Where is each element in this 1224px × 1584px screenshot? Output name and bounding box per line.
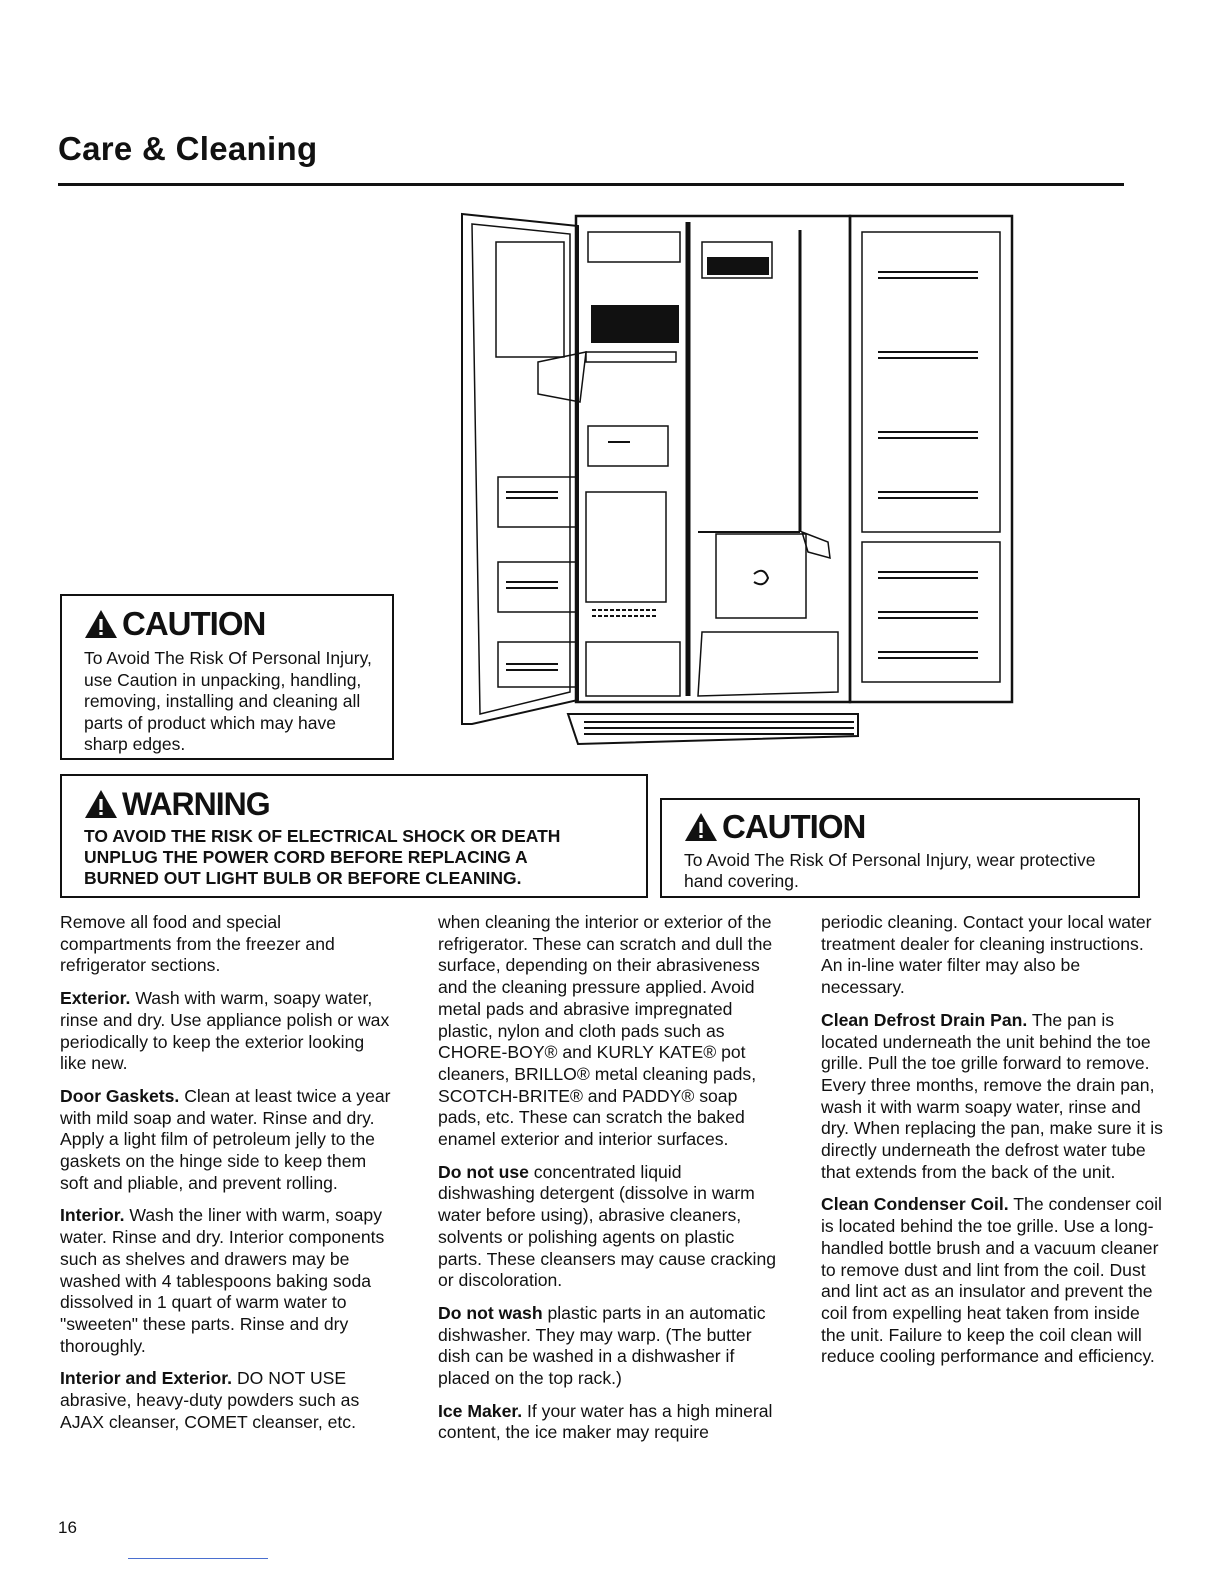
do-not-wash-label: Do not wash bbox=[438, 1302, 543, 1323]
ice-maker-label: Ice Maker. bbox=[438, 1400, 523, 1421]
warning-box-electrical bbox=[60, 774, 648, 898]
caution-heading: CAUTION bbox=[684, 806, 1138, 848]
door-gaskets-label: Door Gaskets. bbox=[60, 1085, 180, 1106]
warning-triangle-icon bbox=[84, 789, 118, 819]
condenser-coil-label: Clean Condenser Coil. bbox=[821, 1194, 1009, 1215]
text-column-1 bbox=[60, 912, 394, 1444]
page-number: 16 bbox=[58, 1518, 77, 1537]
page-title: Care & Cleaning bbox=[58, 130, 318, 167]
warning-line: TO AVOID THE RISK OF ELECTRICAL SHOCK OR DEATH bbox=[84, 826, 561, 846]
do-not-wash-paragraph: Do not wash plastic parts in an automatic dishwasher. They may warp. (The butter dish can be washed in a dishwasher if placed on the top rack.) bbox=[438, 1302, 766, 1389]
text-column-3 bbox=[821, 912, 1166, 1379]
cabinet bbox=[576, 216, 850, 702]
door-gaskets-paragraph: Door Gaskets. Clean at least twice a year with mild soap and water. Rinse and dry. Apply a light film of petroleum jelly to the gaskets on the hinge side to keep them soft and pliable, and prevent rolling. bbox=[60, 1085, 391, 1193]
exterior-label: Exterior. bbox=[60, 988, 131, 1009]
warning-line: UNPLUG THE POWER CORD BEFORE REPLACING A bbox=[84, 847, 528, 867]
defrost-drain-pan-label: Clean Defrost Drain Pan. bbox=[821, 1009, 1028, 1030]
warning-triangle-icon bbox=[84, 609, 118, 639]
warning-line: BURNED OUT LIGHT BULB OR BEFORE CLEANING. bbox=[84, 868, 522, 888]
caution-box-hand-covering bbox=[660, 798, 1140, 898]
ice-maker-continued-paragraph: periodic cleaning. Contact your local water treatment dealer for cleaning instructions. An in-line water filter may also be necessary. bbox=[821, 912, 1152, 998]
defrost-drain-pan-paragraph: Clean Defrost Drain Pan. The pan is located underneath the unit behind the toe grille. Pull the toe grille forward to remove. Every three months, remove the drain pan, wash it with warm soapy water, rinse and dry. When replacing the pan, make sure it is directly underneath the defrost water tube that extends from the back of the unit. bbox=[821, 1009, 1163, 1182]
warning-text bbox=[84, 826, 646, 889]
interior-exterior-paragraph: Interior and Exterior. DO NOT USE abrasive, heavy-duty powders such as AJAX cleanser, COMET cleanser, etc. bbox=[60, 1368, 360, 1432]
warning-triangle-icon bbox=[684, 812, 718, 842]
interior-label: Interior. bbox=[60, 1205, 125, 1226]
do-not-use-label: Do not use bbox=[438, 1161, 529, 1182]
refrigerator-illustration bbox=[458, 202, 1018, 750]
caution-text: To Avoid The Risk Of Personal Injury, wear protective hand covering. bbox=[684, 850, 1096, 891]
exterior-paragraph: Exterior. Wash with warm, soapy water, rinse and dry. Use appliance polish or wax periodically to keep the exterior looking like new. bbox=[60, 988, 390, 1074]
caution-box-sharp-edges bbox=[60, 594, 394, 760]
condenser-coil-paragraph: Clean Condenser Coil. The condenser coil is located behind the toe grille. Use a long-handled bottle brush and a vacuum cleaner to remove dust and lint from the coil. Dust and lint act as an insulator and prevent the coil from expelling heat taken from inside the unit. Failure to keep the coil clean will reduce cooling performance and efficiency. bbox=[821, 1194, 1162, 1367]
footer-rule bbox=[128, 1558, 268, 1559]
interior-paragraph: Interior. Wash the liner with warm, soapy water. Rinse and dry. Interior components such as shelves and drawers may be washed with 4 tablespoons baking soda dissolved in 1 quart of warm water to "sweeten" these parts. Rinse and dry thoroughly. bbox=[60, 1205, 385, 1356]
ice-maker-paragraph: Ice Maker. If your water has a high mineral content, the ice maker may require bbox=[438, 1400, 773, 1443]
do-not-use-paragraph: Do not use concentrated liquid dishwashing detergent (dissolve in warm water before using), abrasive cleaners, solvents or polishing agents on plastic parts. These cleansers may cause cracking or discoloration. bbox=[438, 1161, 777, 1291]
title-rule bbox=[58, 183, 1124, 186]
interior-exterior-label: Interior and Exterior. bbox=[60, 1368, 233, 1389]
refrigerator-door bbox=[850, 216, 1012, 702]
caution-heading: CAUTION bbox=[84, 604, 392, 644]
abrasives-paragraph: when cleaning the interior or exterior of the refrigerator. These can scratch and dull the surface, depending on their abrasiveness and the cleaning pressure applied. Avoid metal pads and abrasive impregnated plastic, nylon and cloth pads such as CHORE-BOY® and KURLY KATE® pot cleaners, BRILLO® metal cleaning pads, SCOTCH-BRITE® and PADDY® soap pads, etc. These can scratch the baked enamel exterior and interior surfaces. bbox=[438, 912, 773, 1150]
warning-heading: WARNING bbox=[84, 784, 646, 824]
caution-text: To Avoid The Risk Of Personal Injury, use Caution in unpacking, handling, removing, installing and cleaning all parts of product which may have sharp edges. bbox=[84, 648, 372, 754]
text-column-2 bbox=[438, 912, 783, 1455]
intro-paragraph: Remove all food and special compartments from the freezer and refrigerator sections. bbox=[60, 912, 335, 976]
